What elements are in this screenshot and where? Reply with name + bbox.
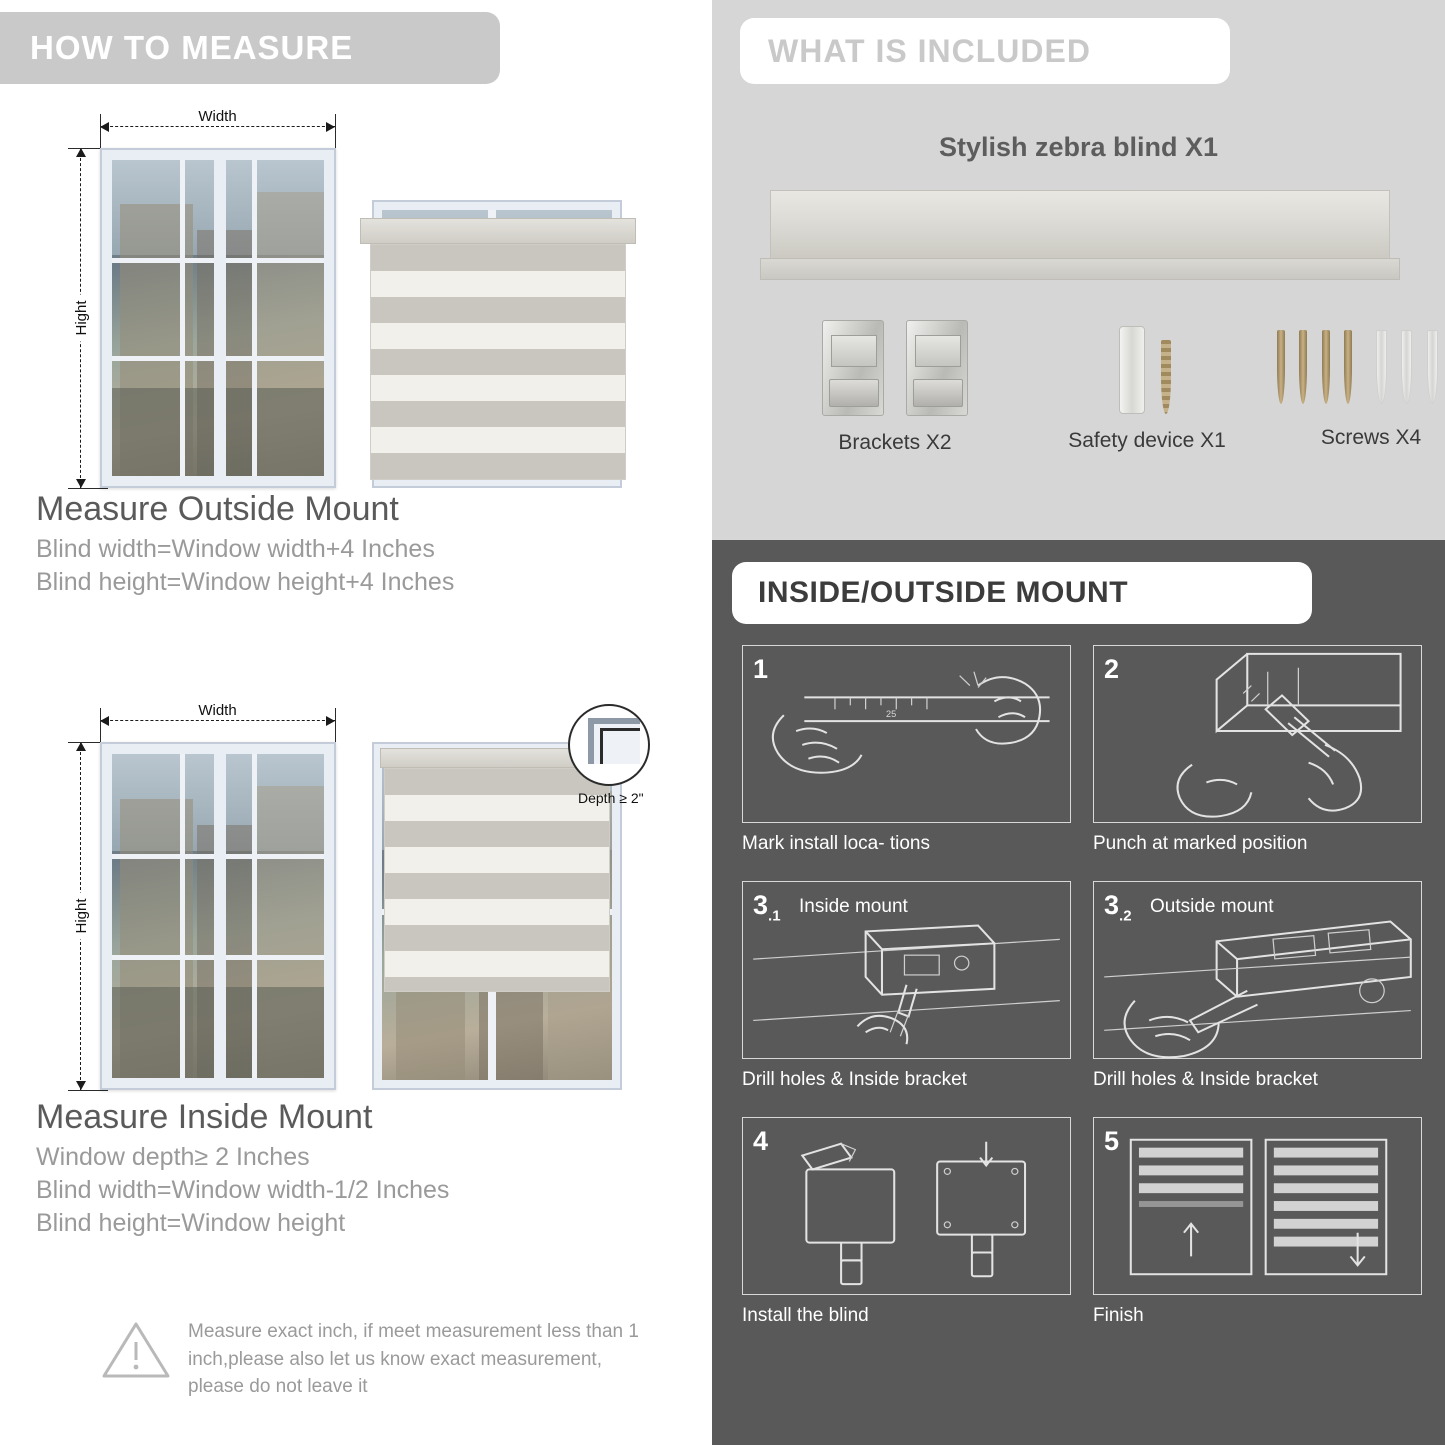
window-illustration-inside bbox=[100, 742, 336, 1090]
what-is-included-banner bbox=[740, 18, 1230, 84]
outside-mount-diagram bbox=[0, 100, 712, 490]
zebra-blind-inside bbox=[380, 748, 614, 998]
wall-anchor-icon bbox=[1427, 330, 1438, 404]
part-screws bbox=[1272, 320, 1445, 450]
step-1 bbox=[742, 645, 1071, 855]
outside-height-dimension bbox=[72, 148, 91, 488]
inside-mount-line-1: Window depth≥ 2 Inches bbox=[36, 1143, 310, 1171]
inside-width-dimension bbox=[100, 702, 335, 728]
bracket-icon bbox=[906, 320, 968, 416]
screw-icon bbox=[1322, 330, 1330, 404]
outside-mount-line-2: Blind height=Window height+4 Inches bbox=[36, 568, 455, 596]
step-4-illustration bbox=[742, 1117, 1071, 1295]
how-to-measure-section bbox=[0, 0, 712, 1445]
step-3-1-sublabel: Inside mount bbox=[799, 896, 908, 917]
step-3-1 bbox=[742, 881, 1071, 1091]
part-brackets bbox=[770, 320, 1020, 455]
outside-width-dimension bbox=[100, 108, 335, 134]
what-is-included-section bbox=[712, 0, 1445, 540]
bracket-icon bbox=[822, 320, 884, 416]
step-5 bbox=[1093, 1117, 1422, 1327]
install-steps bbox=[742, 645, 1422, 1327]
step-1-number: 1 bbox=[753, 654, 769, 684]
step-5-illustration bbox=[1093, 1117, 1422, 1295]
inside-height-dimension bbox=[72, 742, 91, 1090]
outside-mount-title: Measure Outside Mount bbox=[36, 490, 399, 528]
step-2-caption: Punch at marked position bbox=[1093, 833, 1308, 854]
depth-label: Depth ≥ 2" bbox=[578, 790, 644, 806]
safety-device-icon bbox=[1119, 326, 1145, 414]
part-safety-device bbox=[1022, 320, 1272, 453]
zebra-blind-bottom-rail bbox=[760, 258, 1400, 280]
inside-mount-diagram bbox=[0, 698, 712, 1098]
inside-mount-block bbox=[0, 698, 712, 1242]
wall-anchor-icon bbox=[1376, 330, 1387, 404]
depth-callout bbox=[568, 704, 650, 786]
measure-note-text: Measure exact inch, if meet measurement less than 1 inch,please also let us know exact measurement, please do not leave it bbox=[188, 1321, 639, 1398]
measure-note bbox=[100, 1318, 660, 1401]
inside-outside-mount-section bbox=[712, 540, 1445, 1445]
zebra-blind-outside bbox=[360, 218, 636, 480]
step-3-2-sublabel: Outside mount bbox=[1150, 896, 1274, 917]
step-3-2 bbox=[1093, 881, 1422, 1091]
inside-mount-line-3: Blind height=Window height bbox=[36, 1209, 346, 1237]
step-5-caption: Finish bbox=[1093, 1305, 1144, 1326]
step-4 bbox=[742, 1117, 1071, 1327]
step-3-2-illustration bbox=[1093, 881, 1422, 1059]
step-2-illustration bbox=[1093, 645, 1422, 823]
part-label-brackets: Brackets X2 bbox=[838, 431, 952, 454]
zebra-blind-product-image bbox=[770, 190, 1390, 260]
product-title: Stylish zebra blind X1 bbox=[938, 132, 1219, 162]
step-4-number: 4 bbox=[753, 1126, 769, 1156]
outside-mount-block bbox=[0, 100, 712, 601]
inside-mount-title: Measure Inside Mount bbox=[36, 1098, 373, 1136]
step-3-2-number: $3_{.2}$ bbox=[1104, 890, 1132, 925]
window-illustration-outside bbox=[100, 148, 336, 488]
inside-width-label: Width bbox=[190, 702, 244, 719]
screw-icon bbox=[1344, 330, 1352, 404]
step-3-1-caption: Drill holes & Inside bracket bbox=[742, 1069, 967, 1090]
wall-anchor-icon bbox=[1401, 330, 1412, 404]
svg-text:25: 25 bbox=[886, 709, 897, 720]
step-1-illustration bbox=[742, 645, 1071, 823]
inside-mount-line-2: Blind width=Window width-1/2 Inches bbox=[36, 1176, 450, 1204]
how-to-measure-title: HOW TO MEASURE bbox=[30, 29, 354, 66]
step-1-caption: Mark install loca- tions bbox=[742, 833, 930, 854]
screw-icon bbox=[1299, 330, 1307, 404]
inside-height-label: Hight bbox=[73, 892, 90, 939]
step-5-number: 5 bbox=[1104, 1126, 1120, 1156]
outside-mount-line-1: Blind width=Window width+4 Inches bbox=[36, 535, 435, 563]
step-3-1-illustration bbox=[742, 881, 1071, 1059]
screw-icon bbox=[1277, 330, 1285, 404]
inside-outside-mount-title: INSIDE/OUTSIDE MOUNT bbox=[758, 576, 1129, 609]
part-label-safety: Safety device X1 bbox=[1068, 429, 1226, 452]
step-4-caption: Install the blind bbox=[742, 1305, 869, 1326]
step-2-number: 2 bbox=[1104, 654, 1120, 684]
warning-icon bbox=[100, 1318, 172, 1387]
part-label-screws: Screws X4 bbox=[1320, 426, 1422, 449]
screw-icon bbox=[1161, 340, 1171, 414]
step-3-2-caption: Drill holes & Inside bracket bbox=[1093, 1069, 1318, 1090]
what-is-included-title: WHAT IS INCLUDED bbox=[768, 32, 1091, 69]
parts-list bbox=[712, 320, 1445, 510]
inside-outside-mount-banner bbox=[732, 562, 1312, 624]
step-3-1-number: $3_{.1}$ bbox=[753, 890, 781, 925]
right-column bbox=[712, 0, 1445, 1445]
step-2 bbox=[1093, 645, 1422, 855]
how-to-measure-banner bbox=[0, 12, 500, 84]
outside-width-label: Width bbox=[190, 108, 244, 125]
outside-height-label: Hight bbox=[73, 294, 90, 341]
